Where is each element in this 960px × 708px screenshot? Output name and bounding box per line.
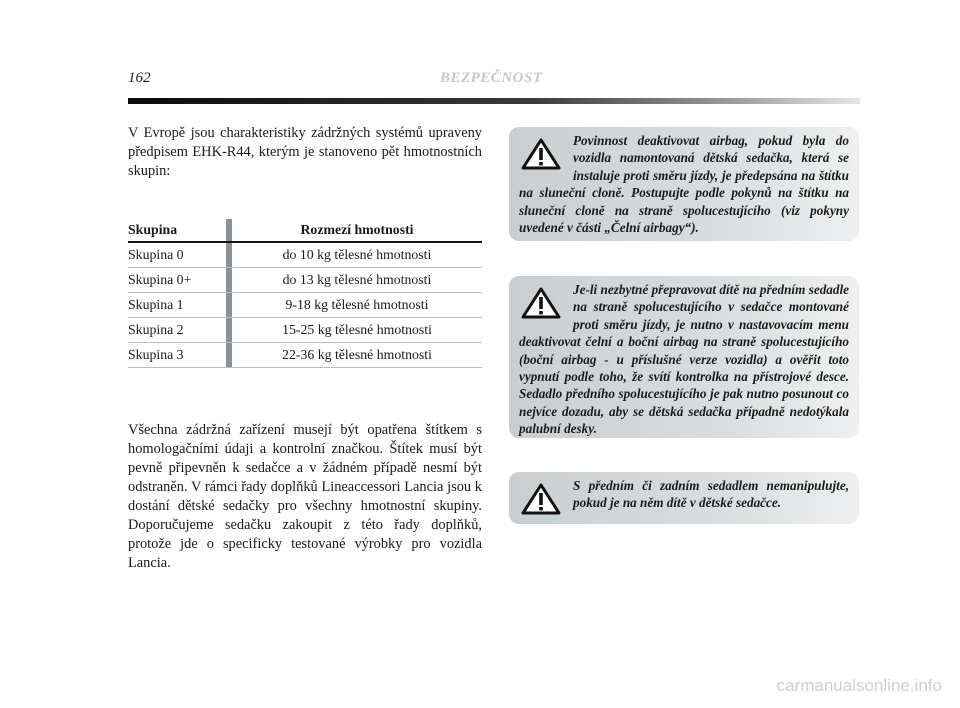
warning-text: Je-li nezbytné přepravovat dítě na předním sedadle na straně spolucestujícího v sedačce montované proti směru jízdy, je nutno v nastavovacím menu deaktivovat čelní a boční airbag na straně spolucestujícího (boční airbag - u příslušné verze vozidla) a ověřit toto vypnutí podle toho, že svítí kontrolka na přístrojové desce. Sedadlo předního spolucestujícího je pak nutno posunout co nejvíce dozadu, aby se dětská sedačka případně nedotýkala palubní desky. <box>519 282 849 437</box>
table-cell-group: Skupina 3 <box>128 347 184 362</box>
warning-box-seat-adjust <box>509 472 859 524</box>
weight-group-table <box>128 219 482 368</box>
table-row <box>128 242 482 268</box>
warning-triangle-icon <box>521 483 561 515</box>
table-cell-group: Skupina 0 <box>128 247 184 262</box>
warning-text: Povinnost deaktivovat airbag, pokud byla do vozidla namontovaná dětská sedačka, která se instaluje proti směru jízdy, je předepsána na štítku na sluneční cloně. Postupujte podle pokynů na štítku na sluneční cloně na straně spolucestujícího (viz pokyny uvedené v části „Čelní airbagy“). <box>519 133 849 236</box>
warning-text: S předním či zadním sedadlem nemanipulujte, pokud je na něm dítě v dětské sedačce. <box>573 478 849 511</box>
table-header-weight-range: Rozmezí hmotnosti <box>300 222 414 237</box>
table-cell-group: Skupina 1 <box>128 297 184 312</box>
table-cell-weight-range: do 13 kg tělesné hmotnosti <box>282 272 432 287</box>
page-number: 162 <box>128 70 151 86</box>
table-row <box>128 268 482 293</box>
table-row <box>128 318 482 343</box>
table-cell-weight-range: do 10 kg tělesné hmotnosti <box>282 247 432 262</box>
intro-paragraph: V Evropě jsou charakteristiky zádržných systémů upraveny předpisem EHK-R44, kterým je stanoveno pět hmotnostních skupin: <box>128 125 482 179</box>
header-rule <box>128 98 860 104</box>
warning-triangle-icon <box>521 138 561 170</box>
table-header-group: Skupina <box>128 222 178 237</box>
watermark: carmanualsonline.info <box>776 676 942 695</box>
section-title: BEZPEČNOST <box>440 70 543 86</box>
table-row <box>128 293 482 318</box>
table-header-row <box>128 219 482 242</box>
table-cell-group: Skupina 0+ <box>128 272 192 287</box>
warning-box-airbag-label <box>509 127 859 241</box>
table-cell-group: Skupina 2 <box>128 322 184 337</box>
table-cell-weight-range: 9-18 kg tělesné hmotnosti <box>285 297 429 312</box>
table-row <box>128 343 482 368</box>
warning-box-front-seat <box>509 276 859 438</box>
homologation-paragraph: Všechna zádržná zařízení musejí být opatřena štítkem s homologačními údaji a kontrolní značkou. Štítek musí být pevně připevněn k sedačce a v žádném případě nesmí být odstraněn. V rámci řady doplňků Lineaccessori Lancia jsou k dostání dětské sedačky pro všechny hmotnostní skupiny. Doporučujeme sedačku zakoupit z této řady doplňků, protože jde o specificky testované výrobky pro vozidla Lancia. <box>128 422 482 571</box>
warning-triangle-icon <box>521 287 561 319</box>
table-cell-weight-range: 22-36 kg tělesné hmotnosti <box>282 347 432 362</box>
table-cell-weight-range: 15-25 kg tělesné hmotnosti <box>282 322 432 337</box>
